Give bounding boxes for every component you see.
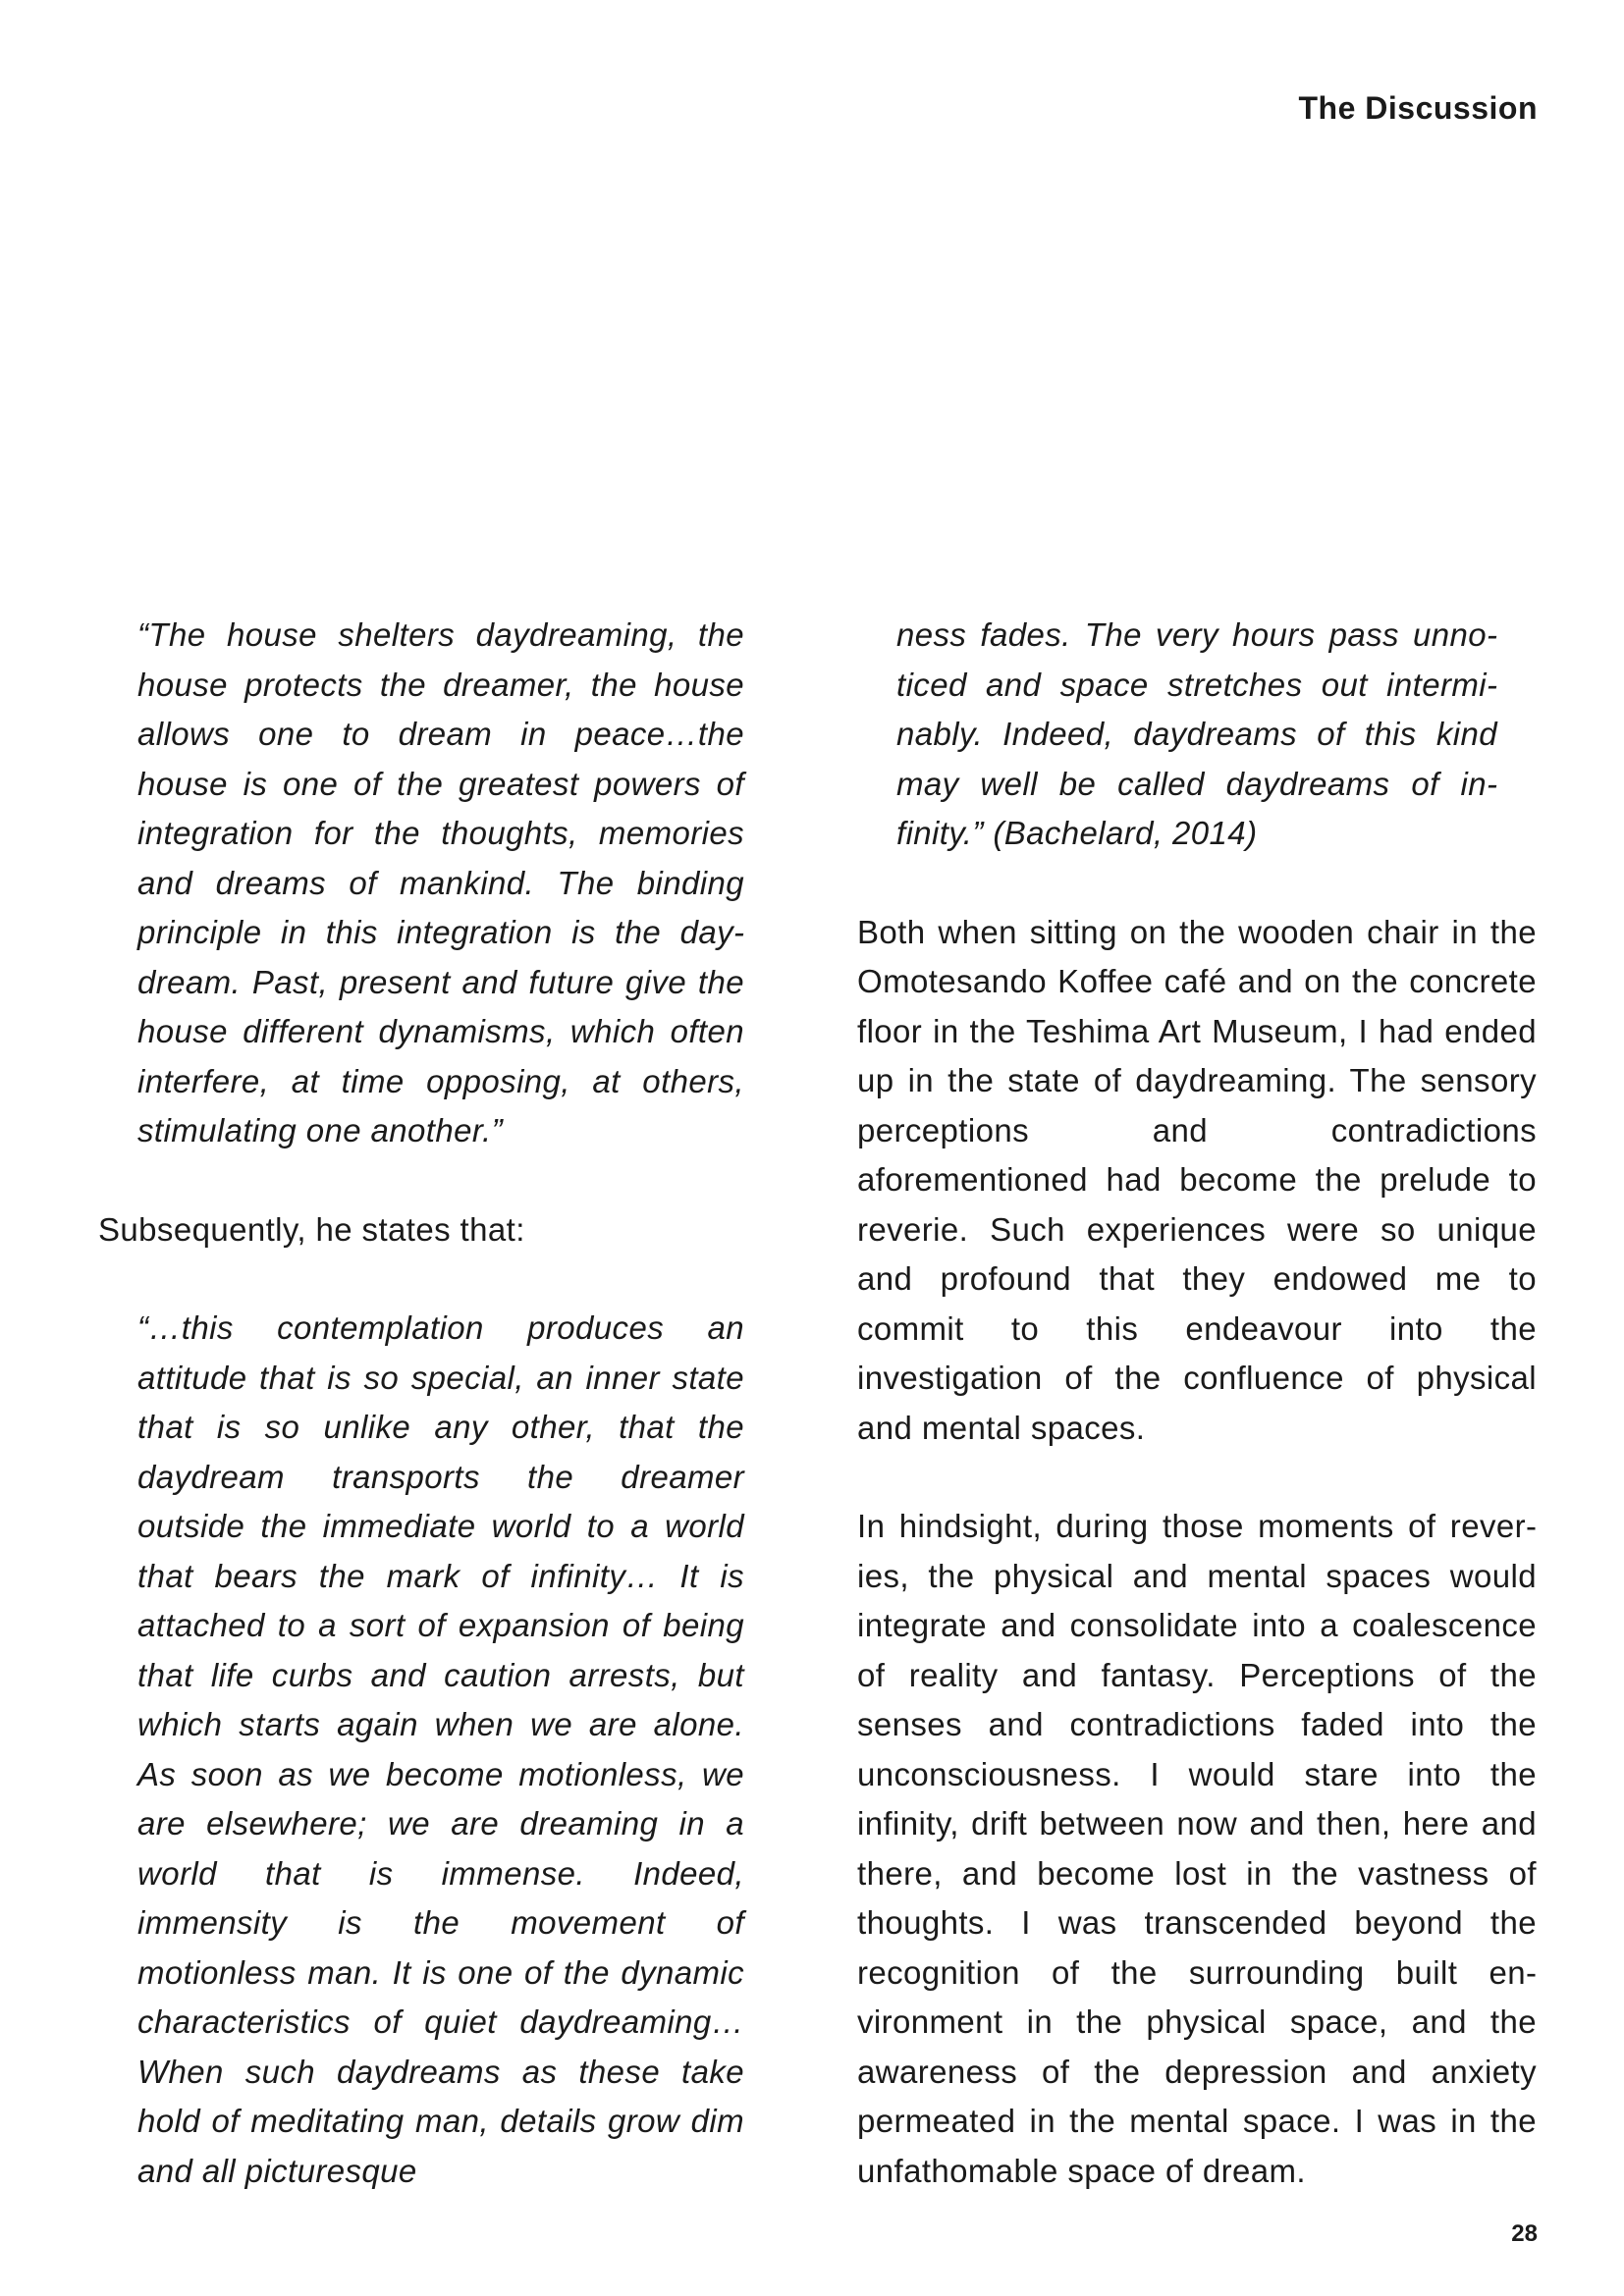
page-number: 28 <box>1511 2220 1538 2247</box>
block-quote-continuation: ness fades. The very hours pass unnoticed and space stretches out interminably. Indeed, daydreams of this kind may well be called daydreams of infinity.” (Bachelard, 2014) <box>896 616 1497 851</box>
block-quote-house: “The house shelters daydreaming, the house protects the dreamer, the house allows one to dream in peace…the house is one of the greatest powers of integration for the thoughts, memories and dreams of mankind. The binding principle in this integration is the daydream. Past, present and future give the house different dynamisms, which often interfere, at time opposing, at others, stimulating one another.” <box>137 616 744 1148</box>
section-title: The Discussion <box>1298 90 1538 126</box>
block-quote-contemplation: “…this contemplation produces an attitude that is so special, an inner state that is so unlike any other, that the daydream transports the dreamer outside the immediate world to a world that bears the mark of infinity… It is attached to a sort of expansion of being that life curbs and caution arrests, but which starts again when we are alone. As soon as we become motionless, we are elsewhere; we are dreaming in a world that is immense. Indeed, immensity is the movement of motionless man. It is one of the dynamic characteristics of quiet daydreaming… When such daydreams as these take hold of meditating man, details grow dim and all picturesque <box>137 1309 744 2189</box>
body-paragraph-daydreaming: Both when sitting on the wooden chair in the Omotesando Koffee café and on the concrete floor in the Teshima Art Museum, I had ended up in the state of daydreaming. The sensory perceptions and contradictions aforementioned had become the prelude to reverie. Such experiences were so unique and profound that they endowed me to commit to this endeavour into the investigation of the confluence of physical and mental spaces. <box>857 913 1537 1446</box>
right-column <box>857 611 1537 2196</box>
left-column <box>98 611 744 2196</box>
intro-sentence: Subsequently, he states that: <box>98 1210 525 1248</box>
body-paragraph-hindsight: In hindsight, during those moments of reveries, the physical and mental spaces would integrate and consolidate into a coalescence of reality and fantasy. Perceptions of the senses and contradictions faded into the unconsciousness. I would stare into the infinity, drift between now and then, here and there, and become lost in the vastness of thoughts. I was transcended beyond the recognition of the surrounding built environment in the physical space, and the awareness of the depression and anxiety permeated in the mental space. I was in the unfathomable space of dream. <box>857 1508 1537 2189</box>
